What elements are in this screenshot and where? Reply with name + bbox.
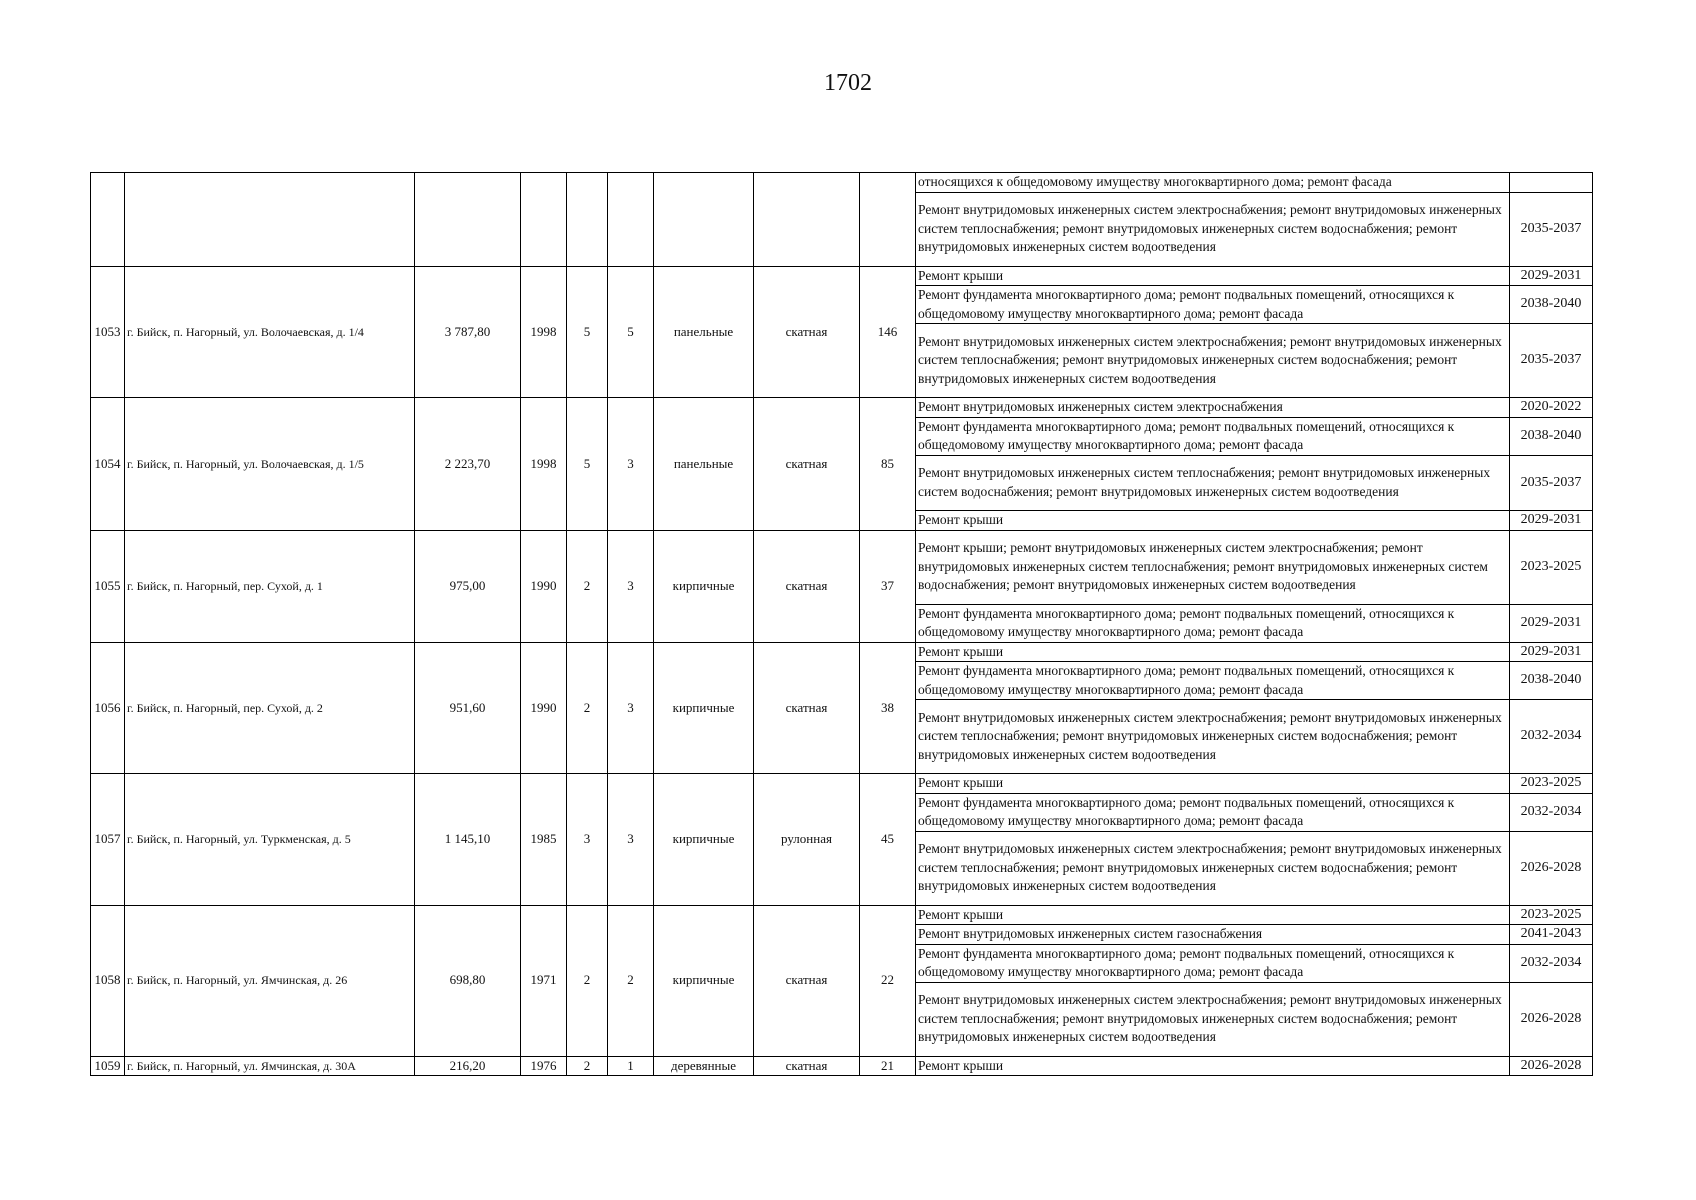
work-period: 2041-2043 bbox=[1510, 925, 1593, 945]
work-description: Ремонт фундамента многоквартирного дома; ремонт подвальных помещений, относящихся к общедомовому имуществу многоквартирного дома; ремонт фасада bbox=[916, 944, 1510, 982]
row-walls: панельные bbox=[654, 398, 754, 531]
row-residents: 38 bbox=[860, 642, 916, 774]
work-description: Ремонт фундамента многоквартирного дома; ремонт подвальных помещений, относящихся к общедомовому имуществу многоквартирного дома; ремонт фасада bbox=[916, 662, 1510, 700]
work-period: 2023-2025 bbox=[1510, 905, 1593, 925]
row-year: 1998 bbox=[521, 266, 567, 398]
row-floors: 2 bbox=[567, 1056, 608, 1076]
work-description: Ремонт фундамента многоквартирного дома; ремонт подвальных помещений, относящихся к общедомовому имуществу многоквартирного дома; ремонт фасада bbox=[916, 793, 1510, 831]
work-description: Ремонт фундамента многоквартирного дома; ремонт подвальных помещений, относящихся к общедомовому имуществу многоквартирного дома; ремонт фасада bbox=[916, 604, 1510, 642]
work-period: 2038-2040 bbox=[1510, 286, 1593, 324]
row-residents: 146 bbox=[860, 266, 916, 398]
row-floors: 5 bbox=[567, 398, 608, 531]
work-description: Ремонт крыши bbox=[916, 905, 1510, 925]
page-number: 1702 bbox=[824, 70, 872, 96]
carryover-empty-cell bbox=[654, 173, 754, 267]
carryover-empty-cell bbox=[125, 173, 415, 267]
work-period: 2035-2037 bbox=[1510, 192, 1593, 266]
work-description: Ремонт внутридомовых инженерных систем электроснабжения; ремонт внутридомовых инженерных систем теплоснабжения; ремонт внутридомовых инженерных систем водоснабжения; ремонт внутридомовых инженерных систем водоотведения bbox=[916, 982, 1510, 1056]
row-entrances: 2 bbox=[608, 905, 654, 1056]
row-walls: кирпичные bbox=[654, 774, 754, 906]
row-area: 2 223,70 bbox=[415, 398, 521, 531]
table-row bbox=[91, 642, 1593, 662]
work-description: Ремонт фундамента многоквартирного дома; ремонт подвальных помещений, относящихся к общедомовому имуществу многоквартирного дома; ремонт фасада bbox=[916, 286, 1510, 324]
work-description: Ремонт крыши bbox=[916, 642, 1510, 662]
carryover-empty-cell bbox=[754, 173, 860, 267]
row-walls: деревянные bbox=[654, 1056, 754, 1076]
work-description: Ремонт фундамента многоквартирного дома; ремонт подвальных помещений, относящихся к общедомовому имуществу многоквартирного дома; ремонт фасада bbox=[916, 417, 1510, 455]
row-roof: рулонная bbox=[754, 774, 860, 906]
row-area: 1 145,10 bbox=[415, 774, 521, 906]
row-residents: 21 bbox=[860, 1056, 916, 1076]
work-description: Ремонт внутридомовых инженерных систем электроснабжения bbox=[916, 398, 1510, 418]
row-number: 1054 bbox=[91, 398, 125, 531]
carryover-empty-cell bbox=[521, 173, 567, 267]
carryover-empty-cell bbox=[608, 173, 654, 267]
row-roof: скатная bbox=[754, 905, 860, 1056]
row-address: г. Бийск, п. Нагорный, ул. Ямчинская, д. 26 bbox=[125, 905, 415, 1056]
work-period: 2026-2028 bbox=[1510, 1056, 1593, 1076]
row-residents: 37 bbox=[860, 530, 916, 642]
carryover-empty-cell bbox=[91, 173, 125, 267]
row-floors: 2 bbox=[567, 642, 608, 774]
work-description: Ремонт крыши bbox=[916, 511, 1510, 531]
row-entrances: 3 bbox=[608, 530, 654, 642]
row-roof: скатная bbox=[754, 1056, 860, 1076]
row-entrances: 5 bbox=[608, 266, 654, 398]
work-description: Ремонт внутридомовых инженерных систем электроснабжения; ремонт внутридомовых инженерных систем теплоснабжения; ремонт внутридомовых инженерных систем водоснабжения; ремонт внутридомовых инженерных систем водоотведения bbox=[916, 831, 1510, 905]
work-description: Ремонт внутридомовых инженерных систем теплоснабжения; ремонт внутридомовых инженерных систем водоснабжения; ремонт внутридомовых инженерных систем водоотведения bbox=[916, 455, 1510, 511]
row-address: г. Бийск, п. Нагорный, ул. Волочаевская, д. 1/5 bbox=[125, 398, 415, 531]
row-address: г. Бийск, п. Нагорный, ул. Ямчинская, д. 30А bbox=[125, 1056, 415, 1076]
work-description: Ремонт внутридомовых инженерных систем газоснабжения bbox=[916, 925, 1510, 945]
row-floors: 5 bbox=[567, 266, 608, 398]
row-roof: скатная bbox=[754, 530, 860, 642]
row-number: 1053 bbox=[91, 266, 125, 398]
work-period: 2029-2031 bbox=[1510, 266, 1593, 286]
table-row bbox=[91, 266, 1593, 286]
row-year: 1985 bbox=[521, 774, 567, 906]
work-period: 2038-2040 bbox=[1510, 662, 1593, 700]
row-address: г. Бийск, п. Нагорный, ул. Волочаевская, д. 1/4 bbox=[125, 266, 415, 398]
row-area: 216,20 bbox=[415, 1056, 521, 1076]
work-period: 2023-2025 bbox=[1510, 774, 1593, 794]
work-description: Ремонт крыши bbox=[916, 774, 1510, 794]
housing-repair-table bbox=[90, 172, 1593, 1076]
work-period: 2038-2040 bbox=[1510, 417, 1593, 455]
work-period: 2026-2028 bbox=[1510, 982, 1593, 1056]
row-year: 1990 bbox=[521, 642, 567, 774]
work-period: 2029-2031 bbox=[1510, 642, 1593, 662]
row-number: 1055 bbox=[91, 530, 125, 642]
work-period: 2020-2022 bbox=[1510, 398, 1593, 418]
row-roof: скатная bbox=[754, 642, 860, 774]
row-area: 951,60 bbox=[415, 642, 521, 774]
table-row bbox=[91, 530, 1593, 604]
row-entrances: 3 bbox=[608, 774, 654, 906]
row-area: 698,80 bbox=[415, 905, 521, 1056]
row-residents: 85 bbox=[860, 398, 916, 531]
work-period: 2035-2037 bbox=[1510, 324, 1593, 398]
work-period: 2026-2028 bbox=[1510, 831, 1593, 905]
row-number: 1059 bbox=[91, 1056, 125, 1076]
carryover-empty-cell bbox=[415, 173, 521, 267]
work-description: Ремонт крыши bbox=[916, 266, 1510, 286]
work-description: Ремонт внутридомовых инженерных систем электроснабжения; ремонт внутридомовых инженерных систем теплоснабжения; ремонт внутридомовых инженерных систем водоснабжения; ремонт внутридомовых инженерных систем водоотведения bbox=[916, 324, 1510, 398]
work-period: 2029-2031 bbox=[1510, 604, 1593, 642]
carryover-empty-cell bbox=[860, 173, 916, 267]
work-description: Ремонт внутридомовых инженерных систем электроснабжения; ремонт внутридомовых инженерных систем теплоснабжения; ремонт внутридомовых инженерных систем водоснабжения; ремонт внутридомовых инженерных систем водоотведения bbox=[916, 700, 1510, 774]
row-number: 1056 bbox=[91, 642, 125, 774]
row-floors: 2 bbox=[567, 905, 608, 1056]
row-walls: кирпичные bbox=[654, 530, 754, 642]
row-year: 1998 bbox=[521, 398, 567, 531]
row-roof: скатная bbox=[754, 266, 860, 398]
work-period: 2023-2025 bbox=[1510, 530, 1593, 604]
row-address: г. Бийск, п. Нагорный, пер. Сухой, д. 1 bbox=[125, 530, 415, 642]
row-entrances: 3 bbox=[608, 642, 654, 774]
table-row bbox=[91, 1056, 1593, 1076]
row-floors: 2 bbox=[567, 530, 608, 642]
work-description: Ремонт внутридомовых инженерных систем электроснабжения; ремонт внутридомовых инженерных систем теплоснабжения; ремонт внутридомовых инженерных систем водоснабжения; ремонт внутридомовых инженерных систем водоотведения bbox=[916, 192, 1510, 266]
work-period: 2032-2034 bbox=[1510, 793, 1593, 831]
row-address: г. Бийск, п. Нагорный, ул. Туркменская, д. 5 bbox=[125, 774, 415, 906]
work-period bbox=[1510, 173, 1593, 193]
row-residents: 22 bbox=[860, 905, 916, 1056]
work-period: 2029-2031 bbox=[1510, 511, 1593, 531]
work-description: относящихся к общедомовому имуществу многоквартирного дома; ремонт фасада bbox=[916, 173, 1510, 193]
row-entrances: 3 bbox=[608, 398, 654, 531]
row-area: 3 787,80 bbox=[415, 266, 521, 398]
row-entrances: 1 bbox=[608, 1056, 654, 1076]
row-area: 975,00 bbox=[415, 530, 521, 642]
work-description: Ремонт крыши bbox=[916, 1056, 1510, 1076]
work-period: 2035-2037 bbox=[1510, 455, 1593, 511]
row-year: 1976 bbox=[521, 1056, 567, 1076]
work-period: 2032-2034 bbox=[1510, 700, 1593, 774]
table-row bbox=[91, 398, 1593, 418]
carryover-empty-cell bbox=[567, 173, 608, 267]
row-walls: кирпичные bbox=[654, 905, 754, 1056]
carryover-row bbox=[91, 173, 1593, 193]
work-period: 2032-2034 bbox=[1510, 944, 1593, 982]
row-floors: 3 bbox=[567, 774, 608, 906]
table-row bbox=[91, 774, 1593, 794]
row-walls: панельные bbox=[654, 266, 754, 398]
row-address: г. Бийск, п. Нагорный, пер. Сухой, д. 2 bbox=[125, 642, 415, 774]
row-number: 1058 bbox=[91, 905, 125, 1056]
row-year: 1990 bbox=[521, 530, 567, 642]
row-walls: кирпичные bbox=[654, 642, 754, 774]
row-number: 1057 bbox=[91, 774, 125, 906]
table-row bbox=[91, 905, 1593, 925]
work-description: Ремонт крыши; ремонт внутридомовых инженерных систем электроснабжения; ремонт внутридомовых инженерных систем теплоснабжения; ремонт внутридомовых инженерных систем водоснабжения; ремонт внутридомовых инженерных систем водоотведения bbox=[916, 530, 1510, 604]
row-roof: скатная bbox=[754, 398, 860, 531]
row-year: 1971 bbox=[521, 905, 567, 1056]
row-residents: 45 bbox=[860, 774, 916, 906]
